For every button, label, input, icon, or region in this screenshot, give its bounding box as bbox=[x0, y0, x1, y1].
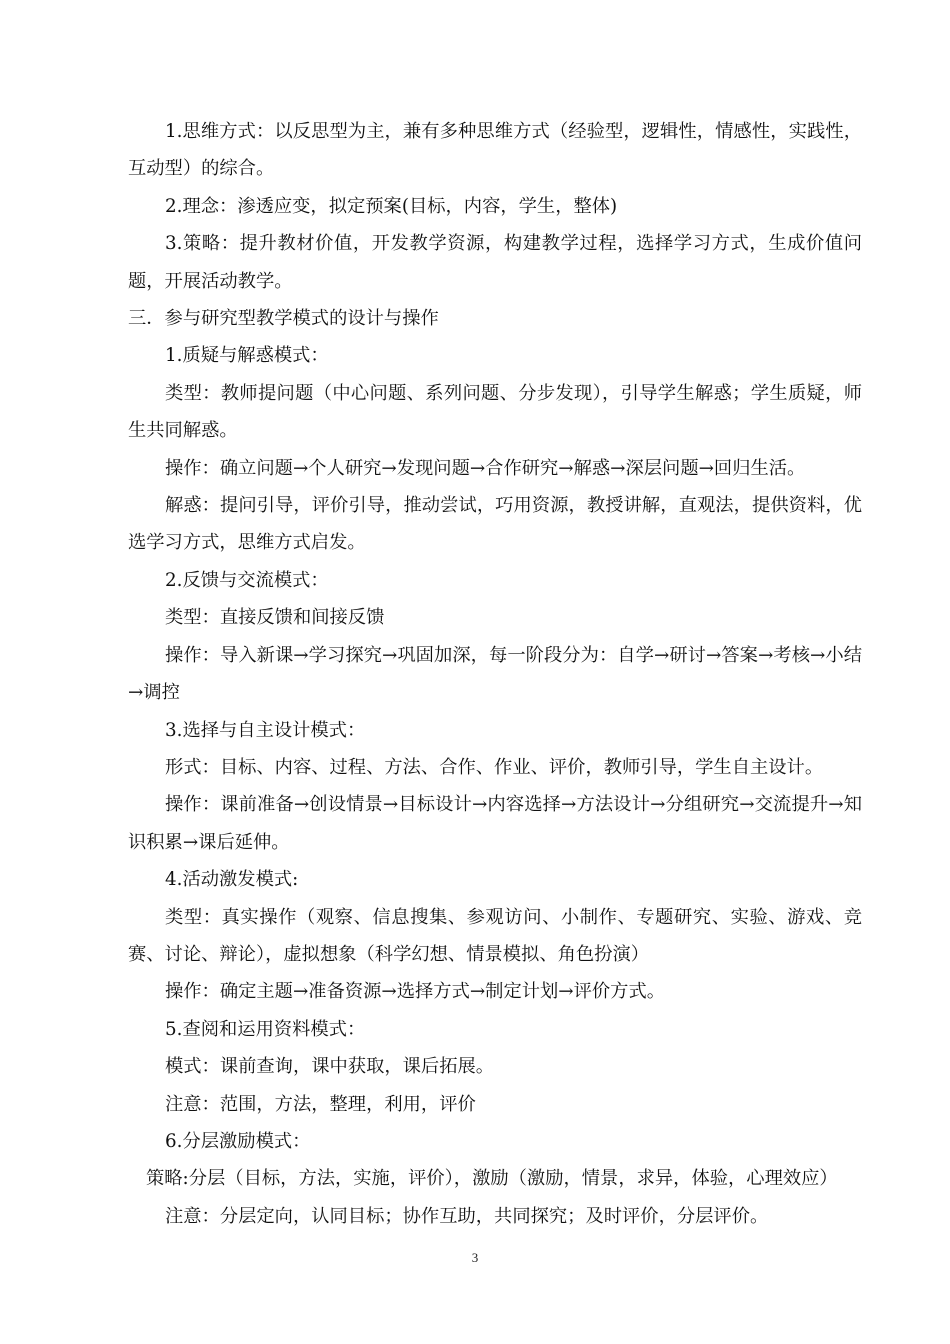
paragraph-layered-note: 注意：分层定向，认同目标；协作互助，共同探究；及时评价，分层评价。 bbox=[165, 1205, 769, 1227]
paragraph-material-note: 注意：范围，方法，整理，利用，评价 bbox=[165, 1093, 476, 1115]
document-body bbox=[128, 113, 862, 1235]
section-heading-3: 三．参与研究型教学模式的设计与操作 bbox=[128, 308, 439, 330]
paragraph-material-mode: 模式：课前查询，课中获取，课后拓展。 bbox=[165, 1056, 495, 1078]
subheading-layered-model: 6.分层激励模式： bbox=[165, 1130, 311, 1152]
paragraph-question-resolve: 解惑：提问引导，评价引导，推动尝试，巧用资源，教授讲解，直观法，提供资料，优选学习方式，思维方式启发。 bbox=[128, 495, 862, 554]
subheading-material-model: 5.查阅和运用资料模式： bbox=[165, 1018, 366, 1040]
paragraph-thinking-mode: 1.思维方式：以反思型为主，兼有多种思维方式（经验型，逻辑性，情感性，实践性，互动型）的综合。 bbox=[128, 121, 862, 180]
paragraph-choice-operation: 操作：课前准备→创设情景→目标设计→内容选择→方法设计→分组研究→交流提升→知识积累→课后延伸。 bbox=[128, 794, 862, 853]
paragraph-feedback-operation: 操作：导入新课→学习探究→巩固加深，每一阶段分为：自学→研讨→答案→考核→小结→调控 bbox=[128, 644, 862, 704]
paragraph-choice-form: 形式：目标、内容、过程、方法、合作、作业、评价，教师引导，学生自主设计。 bbox=[165, 756, 824, 778]
subheading-question-model: 1.质疑与解惑模式： bbox=[165, 345, 329, 367]
paragraph-strategy: 3.策略：提升教材价值，开发教学资源，构建教学过程，选择学习方式，生成价值问题，开展活动教学。 bbox=[128, 233, 862, 292]
subheading-activity-model: 4.活动激发模式: bbox=[165, 869, 299, 891]
paragraph-layered-strategy: 策略:分层（目标，方法，实施，评价），激励（激励，情景，求异，体验，心理效应） bbox=[146, 1168, 838, 1190]
paragraph-activity-type: 类型：真实操作（观察、信息搜集、参观访问、小制作、专题研究、实验、游戏、竞赛、讨论、辩论），虚拟想象（科学幻想、情景模拟、角色扮演） bbox=[128, 906, 862, 965]
subheading-feedback-model: 2.反馈与交流模式： bbox=[165, 569, 329, 591]
paragraph-concept: 2.理念：渗透应变，拟定预案(目标，内容，学生，整体) bbox=[165, 195, 618, 217]
paragraph-question-operation: 操作：确立问题→个人研究→发现问题→合作研究→解惑→深层问题→回归生活。 bbox=[165, 457, 806, 479]
paragraph-question-type: 类型：教师提问题（中心问题、系列问题、分步发现），引导学生解惑；学生质疑，师生共同解惑。 bbox=[128, 382, 862, 442]
paragraph-activity-operation: 操作：确定主题→准备资源→选择方式→制定计划→评价方式。 bbox=[165, 981, 666, 1003]
page-number: 3 bbox=[471, 1250, 479, 1265]
paragraph-feedback-type: 类型：直接反馈和间接反馈 bbox=[165, 607, 385, 629]
subheading-choice-model: 3.选择与自主设计模式： bbox=[165, 719, 366, 741]
